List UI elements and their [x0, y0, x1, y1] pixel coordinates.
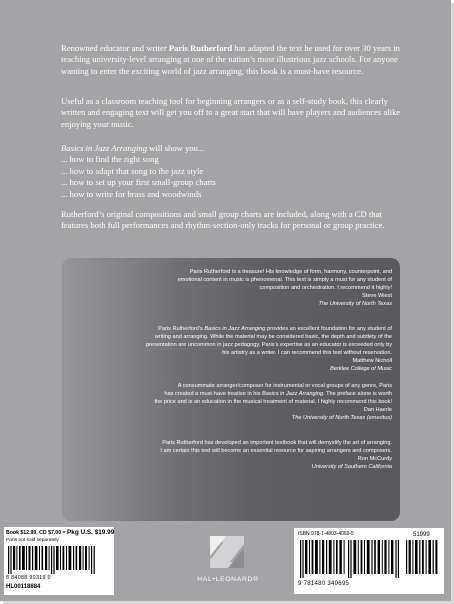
quote-pre: Paris Rutherford’s — [158, 326, 205, 332]
isbn-sticker — [294, 528, 444, 594]
not-sold-note: Parts not sold separately — [6, 538, 59, 543]
quote-book-title: Basics in Jazz Arranging — [204, 326, 266, 332]
quote-institution: The University of North Texas (emeritus) — [291, 415, 392, 421]
package-price: Pkg U.S. $19.99 — [67, 529, 115, 536]
upc-barcode-icon — [8, 546, 96, 574]
quote-line: writing and arranging. While the material may be considered basic, the depth and subtlety of the — [154, 334, 392, 340]
upc-number: 8 84088 90319 0 — [6, 575, 51, 581]
product-code: HL00118884 — [6, 584, 41, 590]
quote-line: A consummate arranger/composer for instrumental or vocal groups of any genre, Paris — [177, 383, 392, 389]
intro-rest: will show you... — [147, 143, 205, 153]
quote-line: composition and orchestration. I recommend it highly! — [259, 285, 392, 291]
quote-line: his artistry as a writer. I can recommend this text without reservation. — [222, 350, 392, 356]
quote-line: Paris Rutherford has developed an important textbook that will demystify the art of arranging. — [162, 440, 392, 446]
book-title: Basics in Jazz Arranging — [61, 143, 148, 153]
feature-item: ... how to find the right song — [61, 154, 159, 165]
quote-line: I am certain this text will become an essential resource for aspiring arrangers and composers. — [160, 448, 392, 454]
hal-leonard-logo-icon — [204, 532, 250, 572]
quote-institution: The University of North Texas — [318, 301, 392, 307]
isbn-barcode-icon — [300, 540, 399, 578]
testimonial — [74, 382, 392, 422]
feature-item: ... how to set up your first small-group charts — [61, 177, 216, 188]
isbn-number: ISBN 978-1-4803-4069-5 — [298, 531, 354, 537]
publisher-logo — [190, 532, 266, 588]
description-paragraph-2: Useful as a classroom teaching tool for beginning arrangers or as a self-study book, this clearly written and engaging text will get you off to a great start that will have players and audiences alike enjoying your music. — [61, 96, 401, 129]
quote-line: presentation are uncommon in jazz pedagogy. Paris’s expertise as an educator is exceeded only by — [145, 342, 392, 348]
quote-institution: Berklee College of Music — [330, 366, 392, 372]
quote-institution: University of Southern California — [311, 464, 392, 470]
testimonial — [92, 268, 392, 308]
publisher-name: HAL•LEONARD® — [197, 576, 259, 583]
price-barcode-icon — [406, 540, 439, 574]
description-paragraph-1 — [61, 43, 406, 77]
testimonials-panel — [62, 258, 400, 521]
description-paragraph-4: Rutherford’s original compositions and small group charts are included, along with a CD that features both full performances and rhythm-section-only tracks for personal or group practice. — [61, 209, 385, 231]
author-name: Paris Rutherford — [168, 43, 233, 53]
quote-author: Ron McCurdy — [357, 456, 392, 462]
quote-book-title: Basics in Jazz Arranging — [262, 391, 324, 397]
quote-line: emotional content in music is phenomenal. This text is simply a must for any student of — [177, 277, 392, 283]
quote-line — [74, 325, 392, 333]
p1-pre: Renowned educator and writer — [61, 43, 169, 53]
price-breakdown: Book $12.99, CD $7.00 = — [6, 530, 66, 536]
quote-line: Paris Rutherford is a treasure! His knowledge of form, harmony, counterpoint, and — [189, 269, 392, 275]
feature-item: ... how to adapt that song to the jazz style — [61, 165, 204, 176]
feature-list — [61, 143, 406, 200]
quote-pre: has created a must-have treatise in his — [164, 391, 263, 397]
quote-author: Matthew Nicholl — [352, 358, 392, 364]
price-line — [6, 529, 114, 536]
quote-post: . The preface alone is worth — [323, 391, 392, 397]
price-sticker — [4, 527, 114, 595]
testimonial — [74, 325, 392, 373]
price-code: 51999 — [413, 532, 430, 538]
p1-post: has adapted the text he used for over 30 years in teaching university-level arranging at one of the nation’s most illustrious jazz schools. For anyone wanting to enter the exciting world of jazz arranging, this book is a must-have resource. — [61, 43, 400, 76]
quote-author: Dan Haerle — [363, 407, 392, 413]
testimonial — [74, 439, 392, 471]
quote-line: the price and is an education in the musical treatment of material. I highly recommend this book! — [154, 399, 392, 405]
feature-list-intro — [61, 143, 406, 154]
quote-author: Steve Wiest — [362, 293, 392, 299]
quote-post: provides an excellent foundation for any student of — [265, 326, 392, 332]
quote-line — [74, 390, 392, 398]
isbn-barcode-digits: 9 781480 340695 — [298, 581, 350, 587]
feature-item: ... how to write for brass and woodwinds — [61, 188, 202, 199]
